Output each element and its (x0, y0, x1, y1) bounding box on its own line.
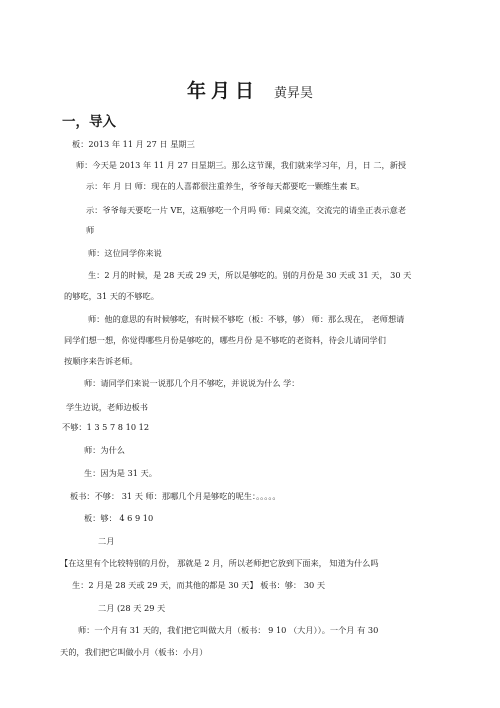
text-line: 生：2 月的时候，是 28 天或 29 天，所以是够吃的。别的月份是 30 天或 31 天， 30 天 (88, 270, 412, 280)
text-line: 不够：1 3 5 7 8 10 12 (62, 422, 150, 432)
text-line: 师：今天是 2013 年 11 月 27 日星期三。那么这节课，我们就来学习年，月，日 二，新授 (76, 160, 407, 170)
section-heading: 一，导入 (62, 114, 116, 130)
text-line: 师：他的意思的有时候够吃，有时候不够吃（板：不够，够） 师：那么现在， 老师想请 (88, 314, 405, 324)
text-line: 师：这位同学你来说 (88, 248, 162, 258)
title-main: 年月日 (186, 80, 259, 102)
text-line: 的够吃，31 天的不够吃。 (64, 291, 159, 301)
text-line: 按顺序来告诉老师。 (64, 356, 138, 366)
text-line: 师：为什么 (84, 445, 125, 455)
text-line: 同学们想一想，你觉得哪些月份是够吃的，哪些月份 是不够吃的老资料，待会儿请同学们 (64, 335, 386, 345)
text-line: 天的，我们把它叫做小月（板书：小月） (60, 647, 208, 657)
text-line: 板：2013 年 11 月 27 日 星期三 (72, 139, 195, 149)
document-title (0, 76, 500, 103)
text-line: 二月 (28 天 29 天 (98, 603, 166, 613)
text-line: 生：2 月是 28 天或 29 天，而其他的都是 30 天】 板书：够： 30 天 (72, 580, 326, 590)
text-line: 板书：不够： 31 天 师：那哪几个月是够吃的呢生：。。。。。 (70, 491, 281, 501)
title-author: 黄昇昊 (274, 86, 314, 101)
text-line: 板：够： 4 6 9 10 (84, 513, 154, 523)
text-line: 示：爷爷每天要吃一片 VE，这瓶够吃一个月吗 师：同桌交流，交流完的请坐正表示意老 (86, 205, 407, 215)
text-line: 师 (86, 225, 95, 235)
text-line: 二月 (98, 536, 115, 546)
text-line: 学生边说，老师边板书 (66, 402, 148, 412)
text-line: 师：一个月有 31 天的，我们把它叫做大月（板书： 9 10 （大月））。一个月 有 30 (78, 625, 379, 635)
text-line: 【在这里有个比较特别的月份， 那就是 2 月，所以老师把它放到下面来， 知道为什么吗 (60, 558, 379, 568)
text-line: 师：请同学们来说一说那几个月不够吃，并说说为什么 学： (84, 378, 300, 388)
text-line: 生：因为是 31 天。 (84, 468, 157, 478)
text-line: 示：年 月 日 师：现在的人喜都很注重养生，爷爷每天都要吃一颗维生素 E。 (86, 181, 365, 191)
